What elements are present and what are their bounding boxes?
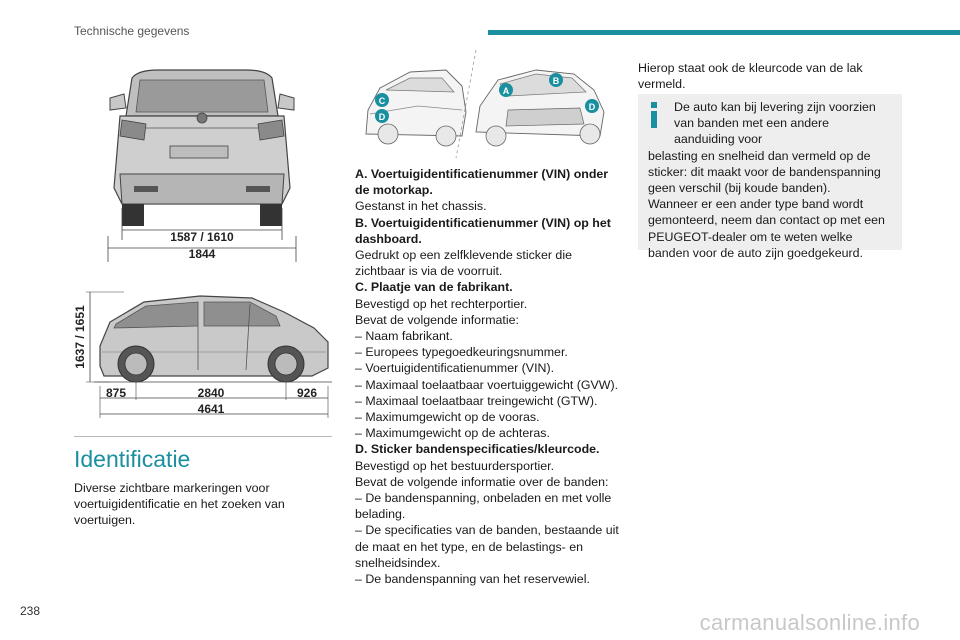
note-first-line: De auto kan bij levering zijn voorzien van banden met een andere aanduiding voor — [674, 100, 876, 147]
list-item: – Voertuigidentificatienummer (VIN). — [355, 361, 555, 376]
vehicle-identification-diagram — [358, 50, 610, 158]
item-c-text1: Bevestigd op het rechterportier. — [355, 296, 528, 311]
item-d-text1: Bevestigd op het bestuurdersportier. — [355, 458, 555, 473]
paint-code-text: Hierop staat ook de kleurcode van de lak vermeld. — [638, 61, 863, 92]
list-item: – Naam fabrikant. — [355, 329, 453, 344]
item-a-text: Gestanst in het chassis. — [355, 199, 487, 214]
marker-d-left-label: D — [378, 112, 386, 122]
rear-view-diagram — [98, 58, 306, 264]
item-c-text2: Bevat de volgende informatie: — [355, 312, 519, 327]
page-number: 238 — [20, 604, 41, 618]
item-d-title: D. Sticker bandenspecificaties/kleurcode. — [355, 442, 600, 457]
section-intro — [74, 480, 334, 529]
section-divider — [74, 436, 332, 437]
rear-width-label: 1844 — [188, 247, 216, 261]
list-item: – De bandenspanning van het reservewiel. — [355, 572, 590, 587]
list-item: – De specificaties van de banden, bestaande uit de maat en het type, en de belastings- en snelheidsindex. — [355, 523, 619, 570]
rear-track-label: 1587 / 1610 — [170, 230, 234, 244]
list-item: – Europees typegoedkeuringsnummer. — [355, 345, 568, 360]
marker-a-label: A — [502, 86, 510, 96]
header-accent-bar — [488, 30, 960, 35]
marker-d-right-label: D — [588, 102, 596, 112]
side-height-label: 1637 / 1651 — [73, 305, 87, 369]
list-item: – De bandenspanning, onbeladen en met volle belading. — [355, 491, 612, 522]
length-label: 4641 — [197, 402, 225, 416]
item-c-title: C. Plaatje van de fabrikant. — [355, 280, 513, 295]
identification-list — [355, 166, 623, 587]
section-intro-text: Diverse zichtbare markeringen voor voertuigidentificatie en het zoeken van voertuigen. — [74, 481, 285, 528]
info-note-box — [638, 94, 902, 260]
running-header: Technische gegevens — [74, 24, 190, 38]
section-title: Identificatie — [74, 446, 191, 472]
list-item: – Maximumgewicht op de vooras. — [355, 410, 540, 425]
paint-code-note — [638, 60, 902, 92]
front-overhang-label: 875 — [105, 386, 127, 400]
item-b-text: Gedrukt op een zelfklevende sticker die zichtbaar is via de voorruit. — [355, 248, 572, 279]
rear-overhang-label: 926 — [296, 386, 318, 400]
item-b-title: B. Voertuigidentificatienummer (VIN) op het dashboard. — [355, 215, 611, 246]
wheelbase-label: 2840 — [197, 386, 225, 400]
item-a-title: A. Voertuigidentificatienummer (VIN) onder de motorkap. — [355, 167, 609, 198]
note-second-paragraph: Wanneer er een ander type band wordt gemonteerd, neem dan contact op met een PEUGEOT-dealer om te weten welke banden voor de auto zijn goedgekeurd. — [648, 197, 885, 260]
list-item: – Maximaal toelaatbaar voertuiggewicht (GVW). — [355, 377, 619, 392]
list-item: – Maximaal toelaatbaar treingewicht (GTW). — [355, 393, 598, 408]
marker-c-label: C — [378, 96, 386, 106]
watermark: carmanualsonline.info — [699, 610, 920, 635]
info-icon — [646, 102, 662, 128]
list-item: – Maximumgewicht op de achteras. — [355, 426, 550, 441]
side-view-diagram — [70, 290, 334, 420]
note-continuation: belasting en snelheid dan vermeld op de sticker: dit maakt voor de bandenspanning geen verschil (bij koude banden). — [648, 148, 881, 196]
marker-b-label: B — [552, 76, 560, 86]
item-d-text2: Bevat de volgende informatie over de banden: — [355, 474, 609, 489]
